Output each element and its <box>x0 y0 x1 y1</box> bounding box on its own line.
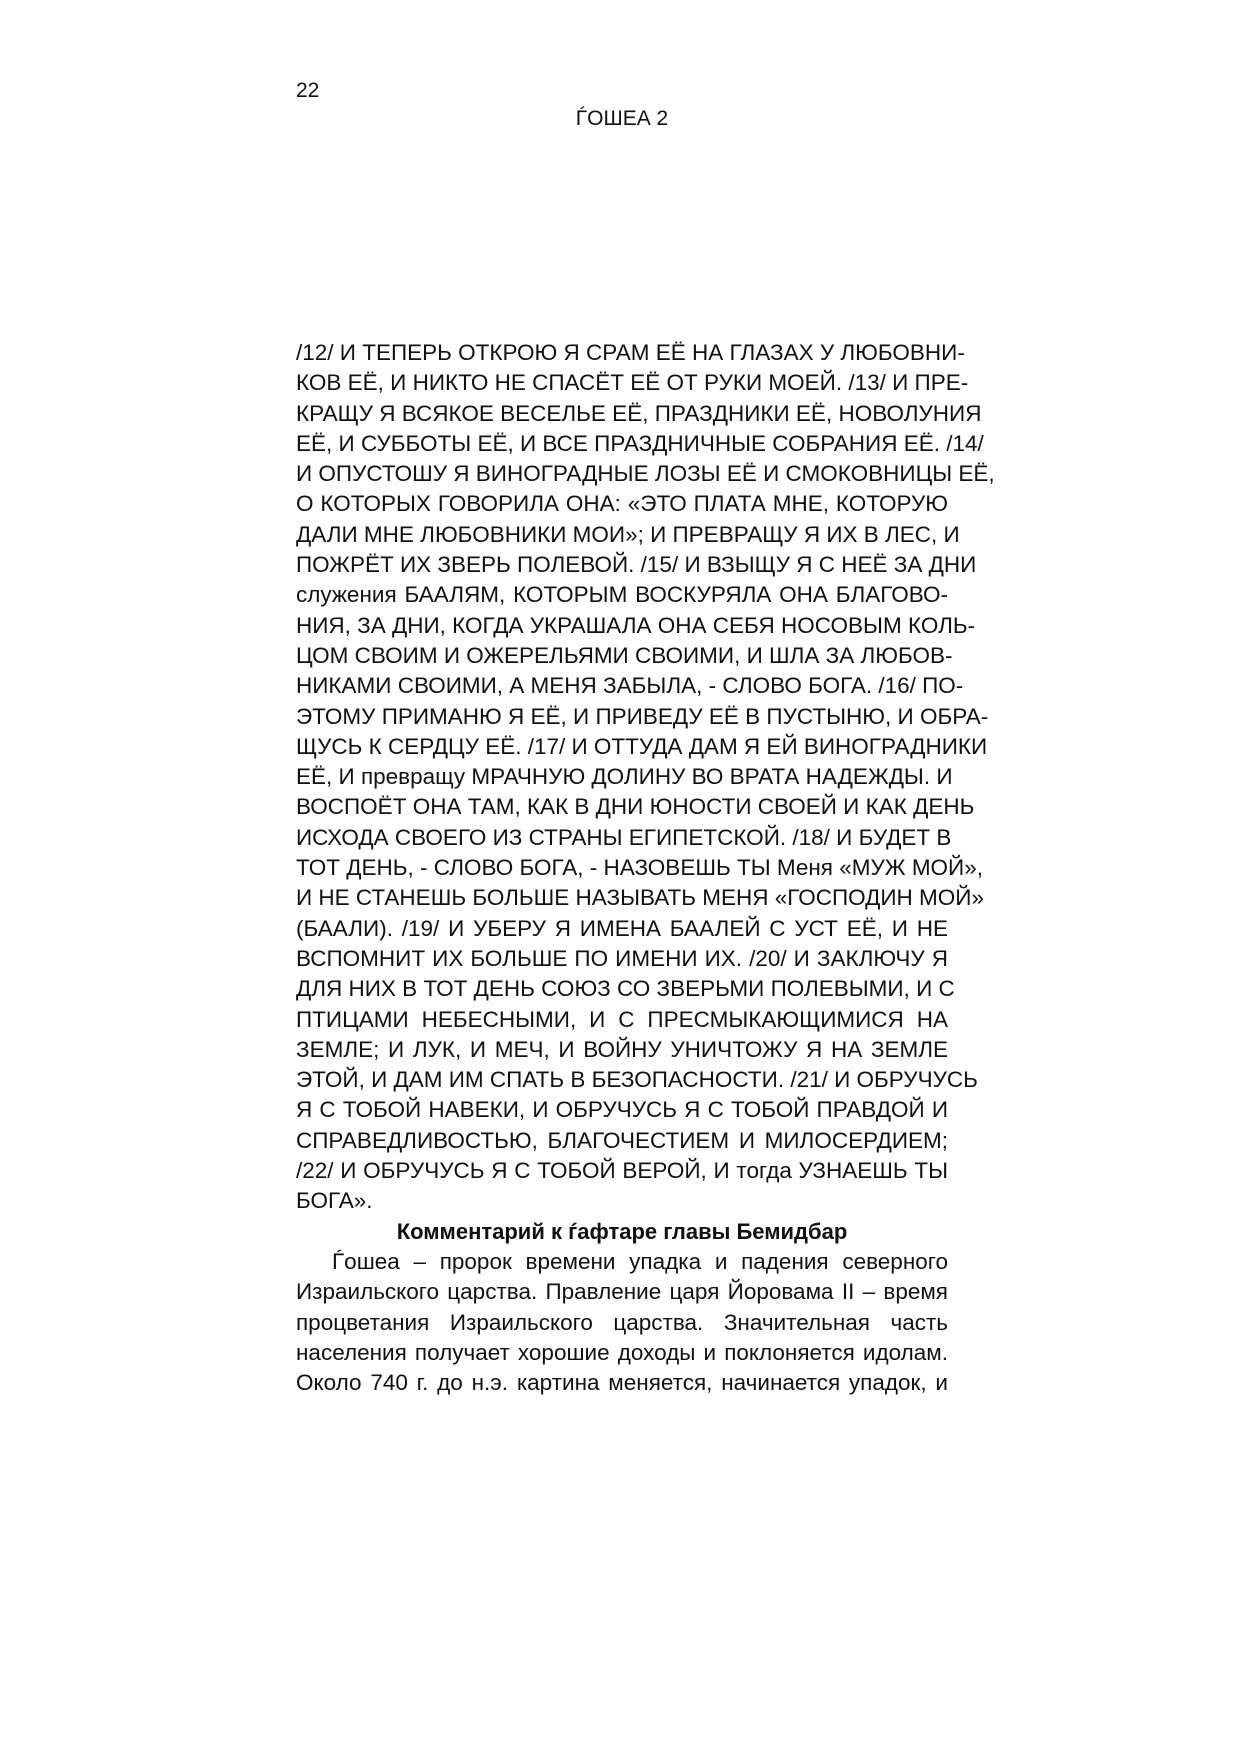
scripture-line: СПРАВЕДЛИВОСТЬЮ, БЛАГОЧЕСТИЕМ И МИЛОСЕРДИЕМ; <box>296 1127 948 1153</box>
page-number: 22 <box>296 79 320 102</box>
scripture-line: /12/ И ТЕПЕРЬ ОТКРОЮ Я СРАМ ЕЁ НА ГЛАЗАХ У ЛЮБОВНИ- <box>296 340 965 365</box>
scripture-line: ЭТОЙ, И ДАМ ИМ СПАТЬ В БЕЗОПАСНОСТИ. /21/ И ОБРУЧУСЬ <box>296 1067 978 1093</box>
scripture-line: ПОЖРЁТ ИХ ЗВЕРЬ ПОЛЕВОЙ. /15/ И ВЗЫЩУ Я С НЕЁ ЗА ДНИ <box>296 552 977 578</box>
scripture-line: О КОТОРЫХ ГОВОРИЛА ОНА: «ЭТО ПЛАТА МНЕ, КОТОРУЮ <box>296 491 948 517</box>
scripture-line: ПТИЦАМИ НЕБЕСНЫМИ, И С ПРЕСМЫКАЮЩИМИСЯ НА <box>296 1006 948 1032</box>
scripture-line: И ОПУСТОШУ Я ВИНОГРАДНЫЕ ЛОЗЫ ЕЁ И СМОКОВНИЦЫ ЕЁ, <box>296 461 995 487</box>
scripture-line: И НЕ СТАНЕШЬ БОЛЬШЕ НАЗЫВАТЬ МЕНЯ «ГОСПОДИН МОЙ» <box>296 885 984 911</box>
scripture-line: ВСПОМНИТ ИХ БОЛЬШЕ ПО ИМЕНИ ИХ. /20/ И ЗАКЛЮЧУ Я <box>296 945 948 971</box>
main-text <box>296 338 995 1398</box>
commentary-line: Израильского царства. Правление царя Йоровама II – время <box>296 1279 948 1305</box>
scripture-line: Я С ТОБОЙ НАВЕКИ, И ОБРУЧУСЬ Я С ТОБОЙ ПРАВДОЙ И <box>296 1097 948 1123</box>
scripture-line: ИСХОДА СВОЕГО ИЗ СТРАНЫ ЕГИПЕТСКОЙ. /18/ И БУДЕТ В <box>296 824 952 850</box>
scripture-line: ДЛЯ НИХ В ТОТ ДЕНЬ СОЮЗ СО ЗВЕРЬМИ ПОЛЕВЫМИ, И С <box>296 976 955 1002</box>
scripture-line: ТОТ ДЕНЬ, - СЛОВО БОГА, - НАЗОВЕШЬ ТЫ Меня «МУЖ МОЙ», <box>296 855 983 881</box>
scripture-line: ЦОМ СВОИМ И ОЖЕРЕЛЬЯМИ СВОИМИ, И ШЛА ЗА ЛЮБОВ- <box>296 642 953 668</box>
commentary-body <box>296 1247 948 1398</box>
commentary-title: Комментарий к ѓафтаре главы Бемидбар <box>396 1218 848 1244</box>
scripture-line: НИКАМИ СВОИМИ, А МЕНЯ ЗАБЫЛА, - СЛОВО БОГА. /16/ ПО- <box>296 673 964 699</box>
commentary-line: населения получает хорошие доходы и поклоняется идолам. <box>296 1339 948 1365</box>
scripture-line: НИЯ, ЗА ДНИ, КОГДА УКРАШАЛА ОНА СЕБЯ НОСОВЫМ КОЛЬ- <box>296 612 976 638</box>
scripture-line: БОГА». <box>296 1188 373 1214</box>
scripture-line: ЕЁ, И СУББОТЫ ЕЁ, И ВСЕ ПРАЗДНИЧНЫЕ СОБРАНИЯ ЕЁ. /14/ <box>296 430 984 456</box>
scripture-line: служения БААЛЯМ, КОТОРЫМ ВОСКУРЯЛА ОНА БЛАГОВО- <box>296 582 948 608</box>
running-header: ЃОШЕА 2 <box>575 107 669 130</box>
scripture-line: ЭТОМУ ПРИМАНЮ Я ЕЁ, И ПРИВЕДУ ЕЁ В ПУСТЫНЮ, И ОБРА- <box>296 703 989 729</box>
scripture-line: ВОСПОЁТ ОНА ТАМ, КАК В ДНИ ЮНОСТИ СВОЕЙ И КАК ДЕНЬ <box>296 794 975 820</box>
scripture-line: ЗЕМЛЕ; И ЛУК, И МЕЧ, И ВОЙНУ УНИЧТОЖУ Я НА ЗЕМЛЕ <box>296 1036 948 1062</box>
scripture-passage <box>296 338 995 1217</box>
scripture-line: ДАЛИ МНЕ ЛЮБОВНИКИ МОИ»; И ПРЕВРАЩУ Я ИХ В ЛЕС, И <box>296 521 960 547</box>
commentary-line: Около 740 г. до н.э. картина меняется, начинается упадок, и <box>296 1370 948 1396</box>
scripture-line: КРАЩУ Я ВСЯКОЕ ВЕСЕЛЬЕ ЕЁ, ПРАЗДНИКИ ЕЁ, НОВОЛУНИЯ <box>296 400 982 426</box>
scripture-line: (БААЛИ). /19/ И УБЕРУ Я ИМЕНА БААЛЕЙ С УСТ ЕЁ, И НЕ <box>296 915 948 941</box>
scripture-line: /22/ И ОБРУЧУСЬ Я С ТОБОЙ ВЕРОЙ, И тогда УЗНАЕШЬ ТЫ <box>296 1158 948 1184</box>
commentary-line: Ѓошеа – пророк времени упадка и падения северного <box>332 1248 948 1274</box>
commentary-line: процветания Израильского царства. Значительная часть <box>296 1309 948 1335</box>
scripture-line: КОВ ЕЁ, И НИКТО НЕ СПАСЁТ ЕЁ ОТ РУКИ МОЕЙ. /13/ И ПРЕ- <box>296 370 969 396</box>
scripture-line: ЩУСЬ К СЕРДЦУ ЕЁ. /17/ И ОТТУДА ДАМ Я ЕЙ ВИНОГРАДНИКИ <box>296 733 988 759</box>
scripture-line: ЕЁ, И превращу МРАЧНУЮ ДОЛИНУ ВО ВРАТА НАДЕЖДЫ. И <box>296 764 953 790</box>
